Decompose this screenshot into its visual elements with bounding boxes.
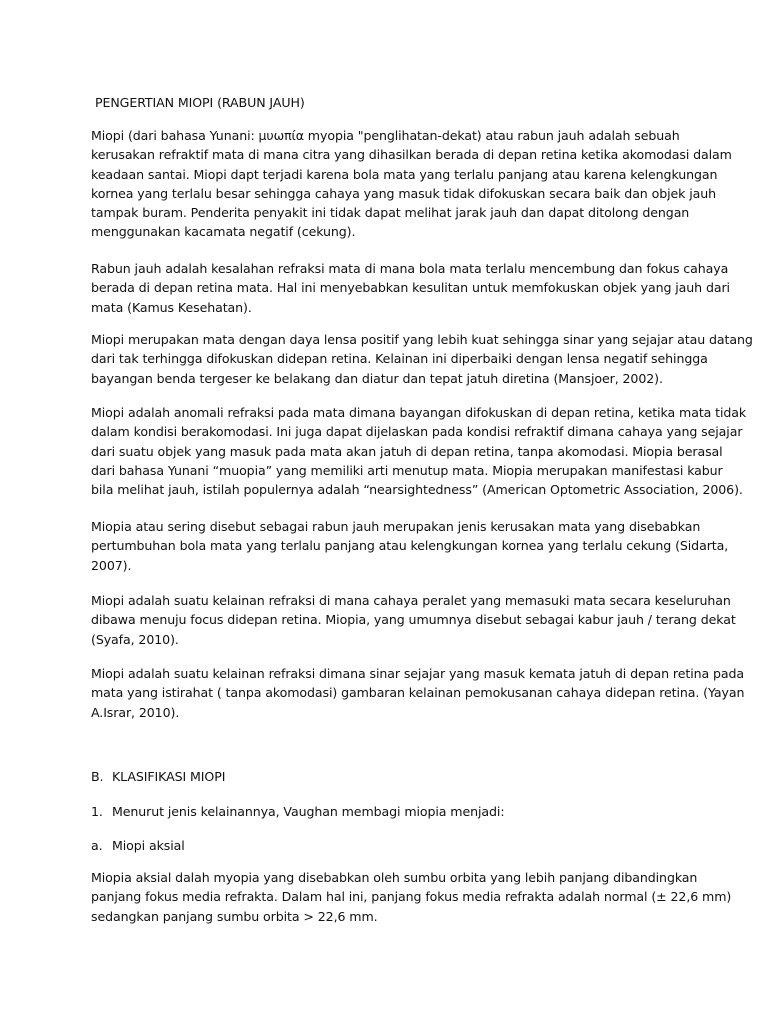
paragraph-line: dari suatu objek yang masuk pada mata akan jatuh di depan retina, tanpa akomodasi. Miopia berasal <box>91 443 723 459</box>
paragraph-line: Miopi (dari bahasa Yunani: μυωπία myopia "penglihatan-dekat) atau rabun jauh adalah sebuah <box>91 128 680 143</box>
paragraph-line: berada di depan retina mata. Hal ini menyebabkan kesulitan untuk memfokuskan objek yang jauh dari <box>91 280 730 296</box>
paragraph-line: kornea yang terlalu besar sehingga cahaya yang masuk tidak difokuskan secara baik dan objek jauh <box>91 185 717 201</box>
paragraph-line: panjang fokus media refrakta. Dalam hal ini, panjang fokus media refrakta adalah normal (± 22,6 mm) <box>91 889 732 905</box>
paragraph-line: dalam kondisi berakomodasi. Ini juga dapat dijelaskan pada kondisi refraktif dimana cahaya yang sejajar <box>91 424 743 440</box>
list-item-1 <box>91 802 691 821</box>
paragraph-israr <box>91 664 745 722</box>
paragraph-line: dari tak terhingga difokuskan didepan retina. Kelainan ini diperbaiki dengan lensa negatif sehingga <box>91 351 708 367</box>
paragraph-line: mata yang istirahat ( tanpa akomodasi) gambaran kelainan pemokusanan cahaya didepan retina. (Yayan <box>91 685 745 701</box>
paragraph-line: pertumbuhan bola mata yang terlalu panjang atau kelengkungan kornea yang terlalu cekung (Sidarta, <box>91 538 729 554</box>
paragraph-line: tampak buram. Penderita penyakit ini tidak dapat melihat jarak jauh dan dapat ditolong dengan <box>91 205 690 221</box>
section-b-heading <box>91 767 691 786</box>
list-item-1-text: Menurut jenis kelainannya, Vaughan membagi miopia menjadi: <box>112 804 505 819</box>
paragraph-line: A.Israr, 2010). <box>91 704 180 720</box>
paragraph-line: (Syafa, 2010). <box>91 631 179 647</box>
paragraph-line: Miopia atau sering disebut sebagai rabun jauh merupakan jenis kerusakan mata yang disebabkan <box>91 519 701 534</box>
paragraph-definition <box>91 126 732 242</box>
paragraph-aoa <box>91 403 747 499</box>
page-title <box>91 93 691 112</box>
paragraph-line: Miopia aksial dalah myopia yang disebabkan oleh sumbu orbita yang lebih panjang dibandingkan <box>91 870 698 885</box>
paragraph-mansjoer <box>91 330 753 388</box>
list-item-a <box>91 836 691 855</box>
paragraph-line: mata (Kamus Kesehatan). <box>91 299 252 315</box>
paragraph-line: keadaan santai. Miopi dapt terjadi karena bola mata yang terlalu panjang atau karena kelengkungan <box>91 166 718 182</box>
paragraph-line: Miopi adalah anomali refraksi pada mata dimana bayangan difokuskan di depan retina, ketika mata tidak <box>91 405 747 420</box>
paragraph-line: dibawa menuju focus didepan retina. Miopia, yang umumnya disebut sebagai kabur jauh / terang dekat <box>91 612 736 628</box>
list-item-1-number: 1. <box>91 804 103 819</box>
paragraph-syafa <box>91 591 736 649</box>
list-item-a-text: Miopi aksial <box>112 838 185 853</box>
paragraph-line: menggunakan kacamata negatif (cekung). <box>91 224 356 240</box>
section-b-number: B. <box>91 769 104 784</box>
paragraph-line: Rabun jauh adalah kesalahan refraksi mata di mana bola mata terlalu mencembung dan fokus cahaya <box>91 261 729 276</box>
paragraph-line: Miopi adalah suatu kelainan refraksi dimana sinar sejajar yang masuk kemata jatuh di depan retina pada <box>91 666 745 681</box>
paragraph-line: kerusakan refraktif mata di mana citra yang dihasilkan berada di depan retina ketika akomodasi dalam <box>91 147 732 163</box>
list-item-a-number: a. <box>91 838 103 853</box>
paragraph-line: dari bahasa Yunani “muopia” yang memiliki arti menutup mata. Miopia merupakan manifestasi kabur <box>91 462 723 478</box>
paragraph-sidarta <box>91 517 729 575</box>
paragraph-line: Miopi merupakan mata dengan daya lensa positif yang lebih kuat sehingga sinar yang sejajar atau datang <box>91 332 753 347</box>
paragraph-line: sedangkan panjang sumbu orbita > 22,6 mm. <box>91 908 378 924</box>
paragraph-line: Miopi adalah suatu kelainan refraksi di mana cahaya peralet yang memasuki mata secara keseluruhan <box>91 593 731 608</box>
section-b-title: KLASIFIKASI MIOPI <box>112 769 226 784</box>
paragraph-rabun-jauh <box>91 259 730 317</box>
title-text: PENGERTIAN MIOPI (RABUN JAUH) <box>95 95 305 110</box>
paragraph-line: bayangan benda tergeser ke belakang dan diatur dan tepat jatuh diretina (Mansjoer, 2002). <box>91 370 663 386</box>
paragraph-line: bila melihat jauh, istilah populernya adalah “nearsightedness” (American Optometric Association, 2006). <box>91 482 743 498</box>
paragraph-line: 2007). <box>91 557 132 573</box>
paragraph-miopia-aksial <box>91 868 732 926</box>
